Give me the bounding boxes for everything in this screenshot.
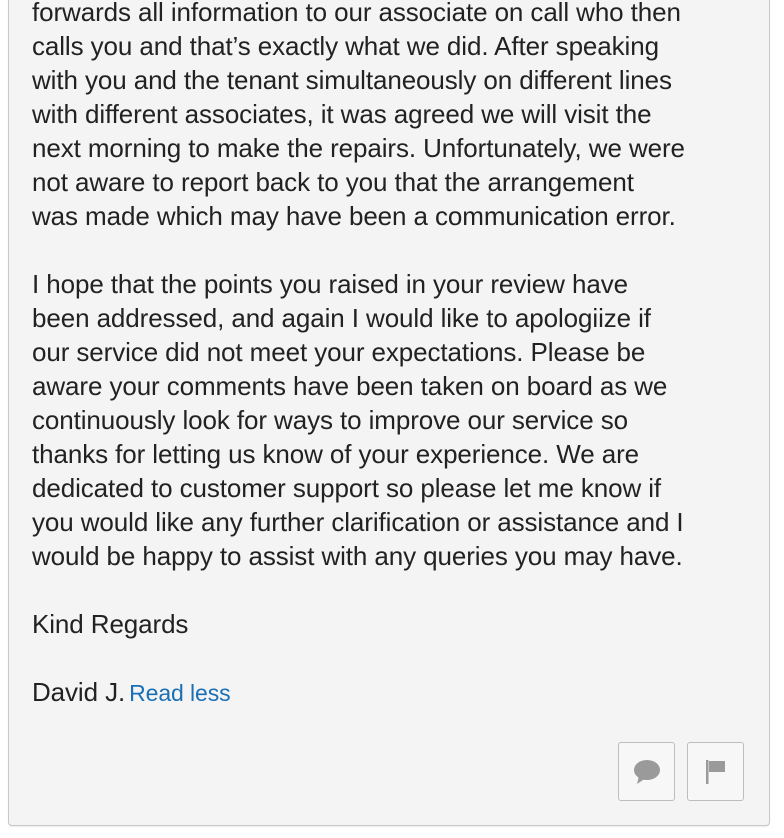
signature-line <box>32 675 762 710</box>
text-line: thanks for letting us know of your experience. We are <box>32 439 639 469</box>
response-body <box>32 0 762 710</box>
flag-button[interactable] <box>687 742 744 801</box>
text-line: dedicated to customer support so please let me know if <box>32 473 662 503</box>
closing-text: Kind Regards <box>32 609 189 639</box>
response-paragraph-2 <box>32 267 762 573</box>
text-line: calls you and that’s exactly what we did. After speaking <box>32 31 659 61</box>
text-line: been addressed, and again I would like to apologiize if <box>32 303 651 333</box>
text-line: aware your comments have been taken on board as we <box>32 371 668 401</box>
signature-text: David J. <box>32 677 126 707</box>
review-response-card <box>8 0 770 826</box>
text-line: continuously look for ways to improve our service so <box>32 405 628 435</box>
text-line: was made which may have been a communication error. <box>32 201 676 231</box>
flag-icon <box>704 758 728 786</box>
response-paragraph-1 <box>32 0 762 233</box>
text-line: next morning to make the repairs. Unfortunately, we were <box>32 133 685 163</box>
text-line: with you and the tenant simultaneously on different lines <box>32 65 672 95</box>
text-line: would be happy to assist with any queries you may have. <box>32 541 683 571</box>
text-line: not aware to report back to you that the arrangement <box>32 167 634 197</box>
text-line: with different associates, it was agreed we will visit the <box>32 99 652 129</box>
text-line: you would like any further clarification or assistance and I <box>32 507 684 537</box>
closing-line <box>32 607 762 641</box>
reply-button[interactable] <box>618 742 675 801</box>
speech-bubble-icon <box>633 759 661 785</box>
text-line: I hope that the points you raised in your review have <box>32 269 628 299</box>
read-less-link[interactable]: Read less <box>129 680 231 706</box>
response-actions <box>618 742 744 801</box>
text-line: our service did not meet your expectations. Please be <box>32 337 646 367</box>
text-line: forwards all information to our associate on call who then <box>32 0 681 27</box>
